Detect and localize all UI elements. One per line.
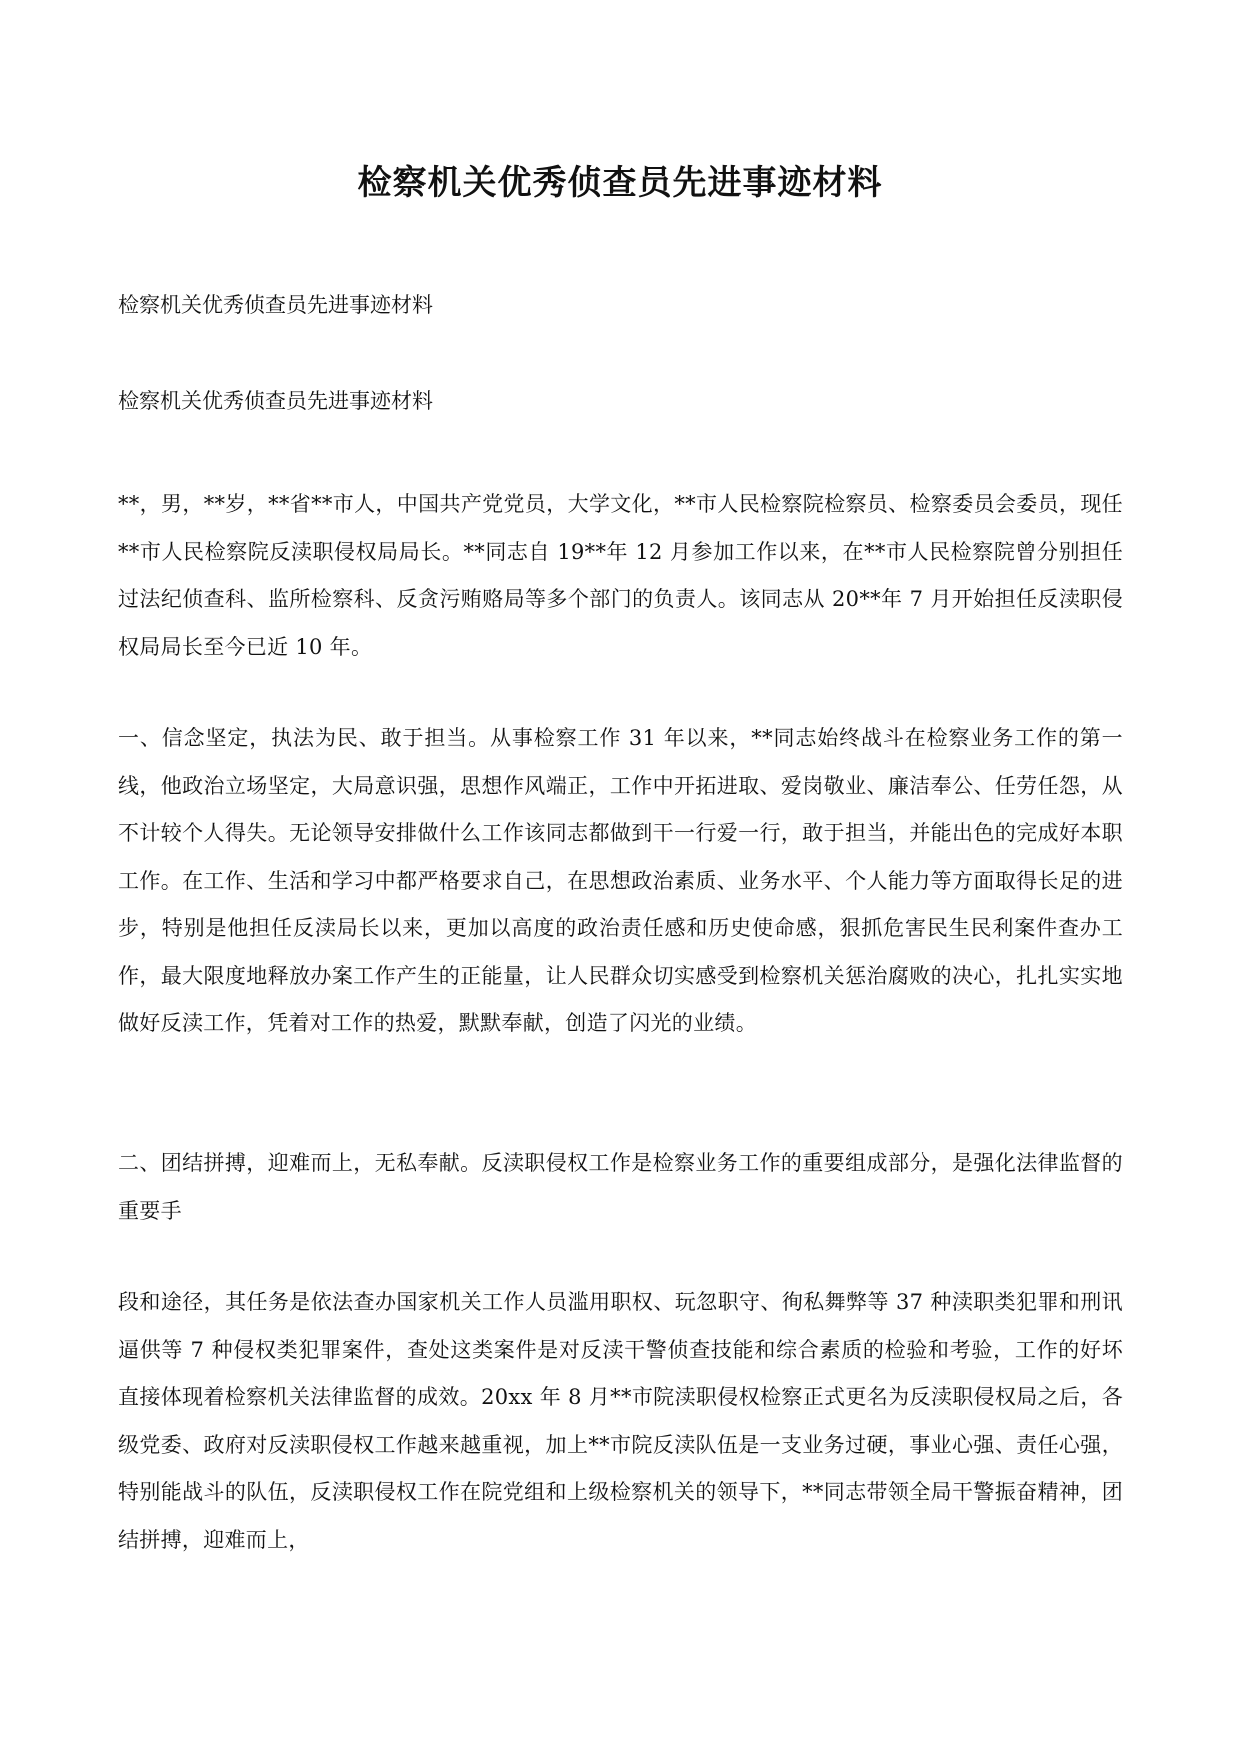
paragraph-section-2: 二、团结拼搏，迎难而上，无私奉献。反渎职侵权工作是检察业务工作的重要组成部分，是强化法律监督的重要手	[118, 1151, 1123, 1223]
paragraph-section-1: 一、信念坚定，执法为民、敢于担当。从事检察工作 31 年以来，**同志始终战斗在检察业务工作的第一线，他政治立场坚定，大局意识强，思想作风端正，工作中开拓进取、爱岗敬业、廉洁奉公、任劳任怨，从不计较个人得失。无论领导安排做什么工作该同志都做到干一行爱一行，敢于担当，并能出色的完成好本职工作。在工作、生活和学习中都严格要求自己，在思想政治素质、业务水平、个人能力等方面取得长足的进步，特别是他担任反渎局长以来，更加以高度的政治责任感和历史使命感，狠抓危害民生民利案件查办工作，最大限度地释放办案工作产生的正能量，让人民群众切实感受到检察机关惩治腐败的决心，扎扎实实地做好反渎工作，凭着对工作的热爱，默默奉献，创造了闪光的业绩。	[118, 726, 1123, 1035]
paragraph-intro: **，男，**岁，**省**市人，中国共产党党员，大学文化，**市人民检察院检察员、检察委员会委员，现任**市人民检察院反渎职侵权局局长。**同志自 19**年 12 月参加工作以来，在**市人民检察院曾分别担任过法纪侦查科、监所检察科、反贪污贿赂局等多个部门的负责人。该同志从 20**年 7 月开始担任反渎职侵权局局长至今已近 10 年。	[118, 492, 1123, 659]
subtitle-line-1: 检察机关优秀侦查员先进事迹材料	[118, 293, 433, 317]
paragraph-section-2-continued: 段和途径，其任务是依法查办国家机关工作人员滥用职权、玩忽职守、徇私舞弊等 37 种渎职类犯罪和刑讯逼供等 7 种侵权类犯罪案件，查处这类案件是对反渎干警侦查技能和综合素质的检验和考验，工作的好坏直接体现着检察机关法律监督的成效。20xx 年 8 月**市院渎职侵权检察正式更名为反渎职侵权局之后，各级党委、政府对反渎职侵权工作越来越重视，加上**市院反渎队伍是一支业务过硬，事业心强、责任心强，特别能战斗的队伍，反渎职侵权工作在院党组和上级检察机关的领导下，**同志带领全局干警振奋精神，团结拼搏，迎难而上，	[118, 1290, 1123, 1552]
subtitle-line-2: 检察机关优秀侦查员先进事迹材料	[118, 389, 433, 413]
document-title: 检察机关优秀侦查员先进事迹材料	[357, 163, 883, 203]
